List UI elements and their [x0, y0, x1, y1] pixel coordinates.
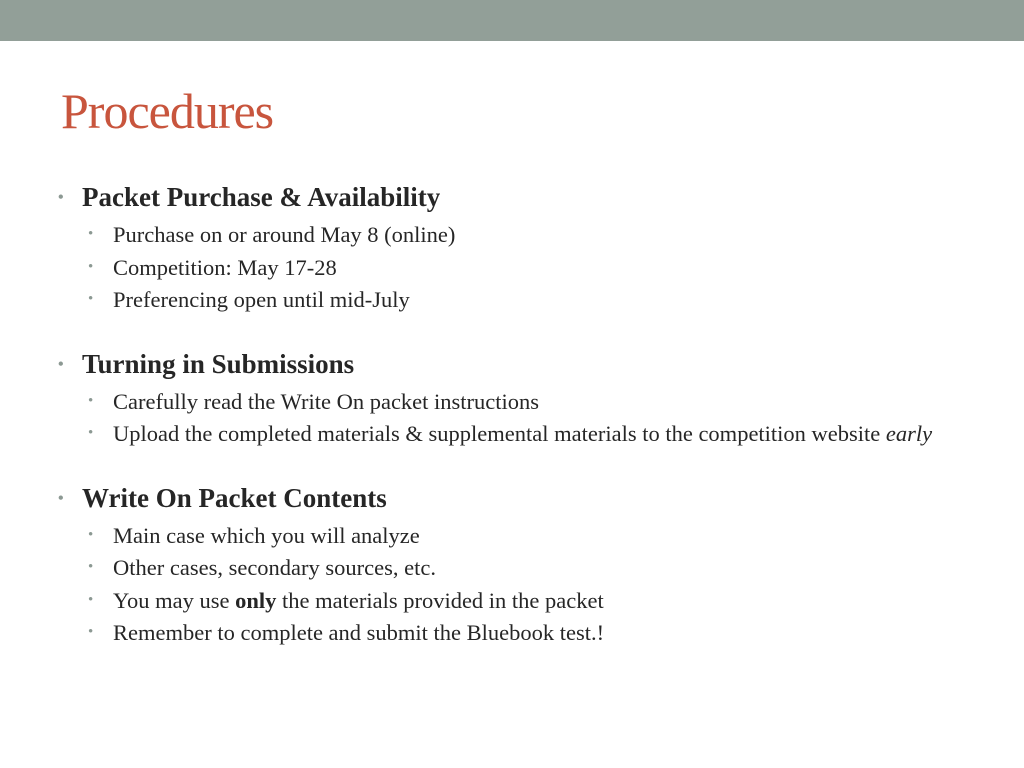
bullet-icon: • [88, 291, 94, 307]
strong-text: only [235, 587, 277, 613]
section-write-on-packet-contents [58, 481, 968, 652]
list-item-text: Purchase on or around May 8 (online) [113, 222, 456, 247]
section-heading [58, 347, 968, 386]
list-item-text-after: the materials provided in the packet [276, 587, 604, 613]
list-item-text-main: Upload the completed materials & supplemental materials to the competition website [113, 421, 886, 446]
bullet-icon: • [88, 392, 94, 409]
list-item-text-before: You may use [113, 587, 236, 613]
list-item-text: Remember to complete and submit the Bluebook test.! [113, 620, 605, 645]
top-accent-band [0, 0, 1024, 41]
slide-title: Procedures [61, 83, 274, 139]
slide-content [58, 180, 968, 680]
bullet-icon: • [58, 189, 64, 206]
list-item [88, 254, 968, 287]
bullet-icon: • [58, 489, 64, 507]
sub-list [58, 388, 968, 453]
list-item-text: Competition: May 17-28 [113, 254, 337, 280]
list-item [88, 587, 968, 620]
list-item [88, 619, 968, 652]
section-heading-text: Packet Purchase & Availability [82, 182, 441, 212]
section-packet-purchase [58, 180, 968, 319]
list-item [88, 420, 968, 453]
section-heading [58, 180, 968, 219]
list-item [88, 286, 968, 319]
list-item-text: Preferencing open until mid-July [113, 287, 410, 312]
list-item-text [113, 420, 968, 447]
section-heading-text: Write On Packet Contents [82, 482, 387, 513]
list-item [88, 554, 968, 587]
bullet-icon: • [88, 591, 94, 608]
bullet-icon: • [88, 258, 94, 275]
bullet-icon: • [88, 624, 94, 640]
list-item-text [113, 587, 968, 614]
bullet-icon: • [88, 425, 94, 441]
section-heading-text: Turning in Submissions [82, 348, 355, 379]
section-turning-in-submissions [58, 347, 968, 453]
list-item-text: Carefully read the Write On packet instructions [113, 388, 540, 414]
sub-list [58, 221, 968, 319]
bullet-icon: • [88, 559, 94, 575]
list-item [88, 388, 968, 421]
list-item-text: Other cases, secondary sources, etc. [113, 555, 436, 580]
emphasis-text: early [885, 421, 933, 446]
section-heading [58, 481, 968, 520]
bullet-icon: • [58, 355, 64, 373]
list-item [88, 221, 968, 254]
bullet-icon: • [88, 526, 94, 543]
list-item-text: Main case which you will analyze [113, 522, 420, 548]
list-item [88, 522, 968, 555]
bullet-icon: • [88, 226, 94, 242]
sub-list [58, 522, 968, 652]
